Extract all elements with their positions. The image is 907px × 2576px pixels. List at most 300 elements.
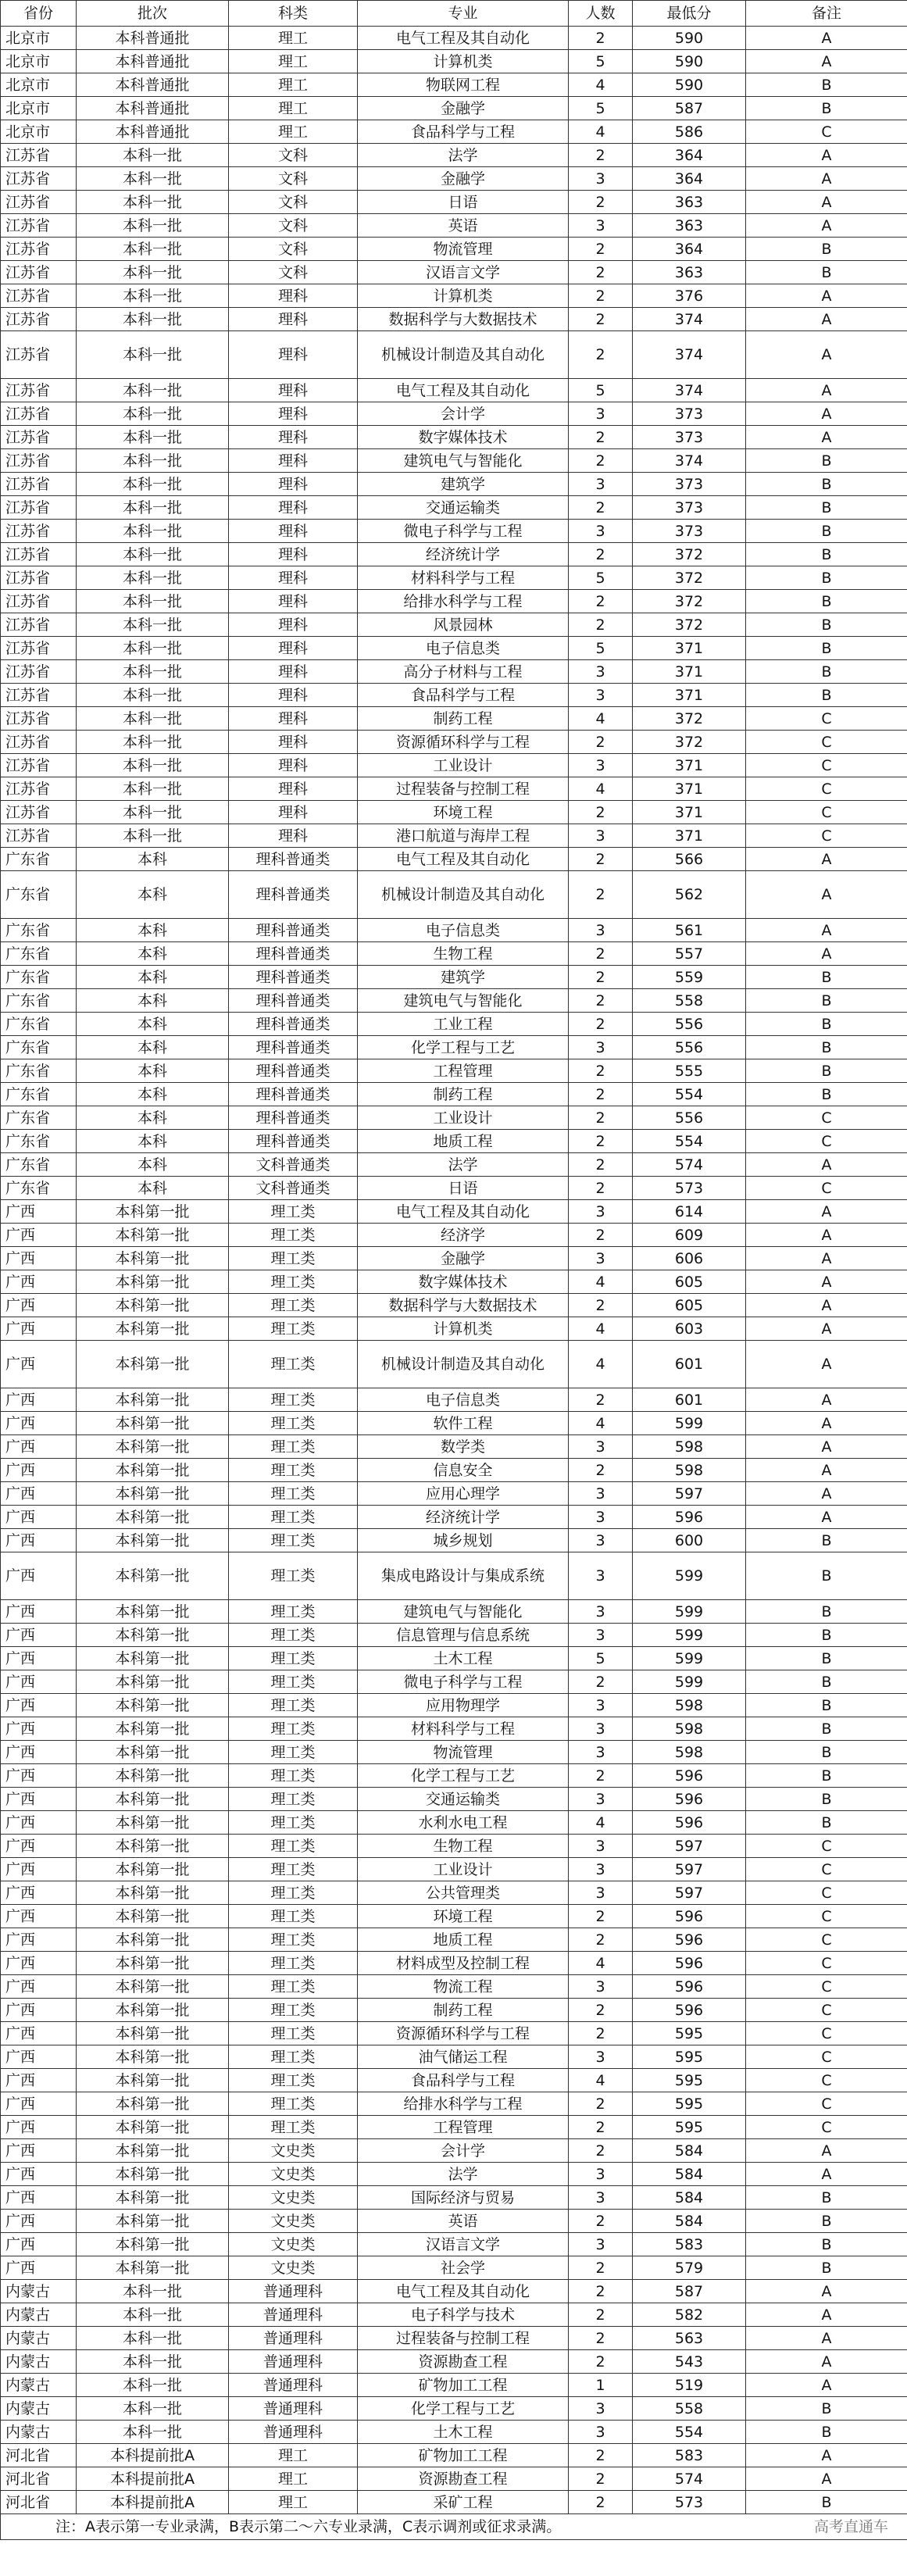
cell-batch: 本科一批 [77,2327,229,2350]
cell-min-score: 595 [633,2092,746,2116]
cell-count: 2 [569,1905,633,1928]
cell-min-score: 599 [633,1552,746,1600]
table-row [1,1130,907,1153]
cell-min-score: 587 [633,97,746,120]
cell-category: 理工类 [229,1388,358,1412]
cell-province: 北京市 [1,27,77,50]
cell-major: 计算机类 [358,50,569,73]
cell-major: 机械设计制造及其自动化 [358,871,569,919]
cell-min-score: 376 [633,284,746,308]
table-row [1,144,907,167]
cell-category: 文科 [229,144,358,167]
cell-batch: 本科第一批 [77,1624,229,1647]
cell-province: 广东省 [1,848,77,871]
cell-remark: A [746,50,907,73]
cell-province: 内蒙古 [1,2303,77,2327]
cell-remark: B [746,660,907,684]
cell-category: 理工类 [229,1717,358,1741]
cell-remark: B [746,1013,907,1036]
table-row [1,2421,907,2444]
table-row [1,566,907,590]
table-row [1,2467,907,2491]
cell-count: 2 [569,871,633,919]
cell-count: 2 [569,1764,633,1788]
cell-batch: 本科第一批 [77,2022,229,2045]
cell-batch: 本科第一批 [77,2186,229,2210]
cell-category: 文史类 [229,2256,358,2280]
cell-count: 5 [569,566,633,590]
cell-remark: B [746,2233,907,2256]
cell-min-score: 599 [633,1647,746,1670]
cell-category: 理工 [229,73,358,97]
table-row [1,1388,907,1412]
cell-category: 理工类 [229,1294,358,1317]
cell-province: 河北省 [1,2491,77,2514]
cell-min-score: 559 [633,966,746,989]
cell-major: 食品科学与工程 [358,684,569,707]
cell-min-score: 373 [633,520,746,543]
cell-major: 软件工程 [358,1412,569,1435]
cell-category: 文科普通类 [229,1177,358,1200]
cell-major: 物流管理 [358,1741,569,1764]
cell-min-score: 371 [633,684,746,707]
cell-remark: A [746,1482,907,1506]
cell-count: 3 [569,1624,633,1647]
cell-category: 理工类 [229,1811,358,1835]
cell-category: 文科 [229,261,358,284]
cell-count: 4 [569,2069,633,2092]
cell-province: 江苏省 [1,284,77,308]
cell-category: 理科 [229,449,358,473]
cell-major: 化学工程与工艺 [358,1764,569,1788]
cell-remark: B [746,543,907,566]
cell-batch: 本科一批 [77,824,229,848]
cell-category: 理科 [229,379,358,402]
cell-min-score: 595 [633,2022,746,2045]
cell-batch: 本科第一批 [77,2069,229,2092]
cell-province: 广西 [1,1459,77,1482]
cell-min-score: 363 [633,214,746,238]
cell-min-score: 371 [633,660,746,684]
cell-category: 理科普通类 [229,989,358,1013]
cell-min-score: 596 [633,1788,746,1811]
cell-min-score: 584 [633,2139,746,2163]
cell-province: 江苏省 [1,684,77,707]
cell-remark: B [746,1811,907,1835]
cell-major: 集成电路设计与集成系统 [358,1552,569,1600]
cell-major: 风景园林 [358,613,569,637]
cell-count: 3 [569,1600,633,1624]
cell-remark: A [746,2303,907,2327]
table-row [1,684,907,707]
cell-count: 2 [569,590,633,613]
cell-count: 2 [569,613,633,637]
cell-major: 交通运输类 [358,1788,569,1811]
cell-remark: C [746,1177,907,1200]
cell-batch: 本科第一批 [77,2116,229,2139]
cell-batch: 本科一批 [77,167,229,191]
cell-province: 江苏省 [1,402,77,426]
cell-category: 理工类 [229,2092,358,2116]
cell-major: 电气工程及其自动化 [358,379,569,402]
cell-province: 北京市 [1,73,77,97]
cell-count: 2 [569,2327,633,2350]
cell-count: 4 [569,1811,633,1835]
watermark-text: 高考直通车 [813,2518,888,2535]
table-row [1,27,907,50]
cell-major: 化学工程与工艺 [358,2397,569,2421]
cell-province: 广东省 [1,1153,77,1177]
cell-major: 机械设计制造及其自动化 [358,1341,569,1388]
cell-province: 江苏省 [1,520,77,543]
cell-major: 微电子科学与工程 [358,520,569,543]
cell-min-score: 596 [633,1506,746,1529]
cell-batch: 本科第一批 [77,1435,229,1459]
cell-count: 3 [569,402,633,426]
cell-major: 计算机类 [358,284,569,308]
cell-category: 理工 [229,2467,358,2491]
cell-min-score: 584 [633,2210,746,2233]
cell-province: 江苏省 [1,167,77,191]
cell-batch: 本科 [77,966,229,989]
table-row [1,97,907,120]
cell-batch: 本科一批 [77,496,229,520]
table-row [1,284,907,308]
header-min-score: 最低分 [633,1,746,27]
cell-province: 广东省 [1,871,77,919]
cell-remark: A [746,402,907,426]
cell-remark: B [746,2491,907,2514]
table-row [1,167,907,191]
cell-count: 3 [569,473,633,496]
cell-count: 2 [569,238,633,261]
cell-category: 理科 [229,777,358,801]
cell-major: 资源勘查工程 [358,2350,569,2374]
cell-count: 5 [569,1647,633,1670]
cell-category: 普通理科 [229,2397,358,2421]
cell-batch: 本科第一批 [77,1858,229,1881]
cell-major: 法学 [358,1153,569,1177]
cell-major: 材料成型及控制工程 [358,1952,569,1975]
cell-batch: 本科提前批A [77,2444,229,2467]
cell-province: 内蒙古 [1,2280,77,2303]
cell-min-score: 601 [633,1388,746,1412]
cell-count: 2 [569,1177,633,1200]
cell-remark: B [746,520,907,543]
table-row [1,989,907,1013]
cell-remark: B [746,1788,907,1811]
cell-major: 数字媒体技术 [358,1270,569,1294]
cell-min-score: 372 [633,590,746,613]
cell-category: 理工类 [229,1529,358,1552]
cell-count: 3 [569,684,633,707]
cell-remark: B [746,1670,907,1694]
cell-count: 5 [569,379,633,402]
cell-category: 理工 [229,2491,358,2514]
cell-remark: A [746,1294,907,1317]
cell-count: 2 [569,848,633,871]
cell-remark: A [746,1247,907,1270]
cell-batch: 本科一批 [77,2303,229,2327]
cell-min-score: 600 [633,1529,746,1552]
cell-remark: B [746,238,907,261]
table-row [1,543,907,566]
cell-batch: 本科一批 [77,2350,229,2374]
cell-remark: A [746,144,907,167]
cell-remark: A [746,2374,907,2397]
cell-province: 江苏省 [1,660,77,684]
cell-remark: B [746,684,907,707]
cell-province: 广东省 [1,1036,77,1059]
cell-province: 江苏省 [1,331,77,379]
cell-province: 广西 [1,1952,77,1975]
cell-province: 江苏省 [1,191,77,214]
cell-count: 3 [569,1552,633,1600]
cell-remark: C [746,1975,907,1999]
cell-count: 2 [569,1130,633,1153]
cell-min-score: 573 [633,1177,746,1200]
cell-batch: 本科第一批 [77,2163,229,2186]
cell-min-score: 590 [633,27,746,50]
cell-count: 2 [569,1106,633,1130]
cell-batch: 本科 [77,1177,229,1200]
cell-remark: A [746,1506,907,1529]
cell-count: 2 [569,2256,633,2280]
cell-count: 2 [569,731,633,754]
cell-batch: 本科一批 [77,214,229,238]
cell-province: 广西 [1,1717,77,1741]
cell-min-score: 606 [633,1247,746,1270]
cell-category: 理工类 [229,1200,358,1224]
cell-remark: C [746,1130,907,1153]
cell-category: 文史类 [229,2233,358,2256]
cell-count: 3 [569,1788,633,1811]
cell-remark: A [746,871,907,919]
cell-remark: C [746,2092,907,2116]
table-row [1,966,907,989]
cell-province: 广西 [1,2163,77,2186]
cell-major: 城乡规划 [358,1529,569,1552]
cell-major: 水利水电工程 [358,1811,569,1835]
cell-province: 江苏省 [1,801,77,824]
cell-major: 会计学 [358,2139,569,2163]
cell-category: 理科普通类 [229,919,358,942]
table-row [1,707,907,731]
cell-province: 广西 [1,1552,77,1600]
cell-province: 河北省 [1,2444,77,2467]
table-row [1,2186,907,2210]
cell-count: 1 [569,2374,633,2397]
cell-category: 理工类 [229,1552,358,1600]
cell-category: 理工类 [229,1858,358,1881]
cell-remark: B [746,73,907,97]
cell-count: 5 [569,97,633,120]
cell-province: 广西 [1,1270,77,1294]
cell-remark: C [746,2116,907,2139]
table-row [1,50,907,73]
cell-min-score: 371 [633,754,746,777]
cell-remark: C [746,1858,907,1881]
table-row [1,1764,907,1788]
cell-min-score: 364 [633,238,746,261]
cell-min-score: 609 [633,1224,746,1247]
cell-province: 广西 [1,1647,77,1670]
cell-count: 4 [569,120,633,144]
cell-batch: 本科第一批 [77,1388,229,1412]
cell-min-score: 583 [633,2233,746,2256]
cell-count: 2 [569,2467,633,2491]
table-row [1,1177,907,1200]
table-row [1,848,907,871]
cell-major: 生物工程 [358,942,569,966]
cell-batch: 本科第一批 [77,2092,229,2116]
table-row [1,2280,907,2303]
cell-remark: B [746,1717,907,1741]
cell-batch: 本科一批 [77,144,229,167]
cell-province: 广东省 [1,1130,77,1153]
cell-category: 普通理科 [229,2303,358,2327]
header-count: 人数 [569,1,633,27]
cell-major: 应用心理学 [358,1482,569,1506]
cell-min-score: 363 [633,191,746,214]
table-row [1,191,907,214]
cell-category: 理科 [229,824,358,848]
cell-remark: A [746,167,907,191]
cell-min-score: 595 [633,2045,746,2069]
cell-remark: C [746,1106,907,1130]
cell-province: 广西 [1,1741,77,1764]
cell-batch: 本科一批 [77,707,229,731]
cell-batch: 本科第一批 [77,1529,229,1552]
cell-batch: 本科第一批 [77,1200,229,1224]
cell-min-score: 371 [633,824,746,848]
cell-count: 3 [569,1694,633,1717]
table-row [1,1788,907,1811]
cell-remark: B [746,1059,907,1083]
cell-remark: B [746,966,907,989]
cell-min-score: 373 [633,402,746,426]
cell-major: 生物工程 [358,1835,569,1858]
cell-major: 环境工程 [358,1905,569,1928]
cell-batch: 本科第一批 [77,1952,229,1975]
cell-batch: 本科第一批 [77,1224,229,1247]
cell-province: 广东省 [1,919,77,942]
cell-province: 广西 [1,1835,77,1858]
cell-province: 江苏省 [1,707,77,731]
cell-province: 广西 [1,1999,77,2022]
cell-category: 理工 [229,120,358,144]
cell-major: 工程管理 [358,1059,569,1083]
cell-count: 4 [569,1412,633,1435]
cell-major: 数字媒体技术 [358,426,569,449]
cell-province: 广东省 [1,989,77,1013]
cell-major: 建筑学 [358,966,569,989]
cell-count: 2 [569,496,633,520]
cell-count: 2 [569,966,633,989]
cell-remark: B [746,590,907,613]
cell-category: 理工类 [229,1741,358,1764]
cell-category: 文史类 [229,2139,358,2163]
cell-min-score: 373 [633,426,746,449]
note-cell [1,2514,907,2540]
cell-batch: 本科一批 [77,2280,229,2303]
cell-min-score: 587 [633,2280,746,2303]
table-row [1,402,907,426]
table-row [1,1013,907,1036]
cell-major: 油气储运工程 [358,2045,569,2069]
cell-province: 江苏省 [1,824,77,848]
cell-major: 交通运输类 [358,496,569,520]
cell-remark: B [746,2397,907,2421]
cell-major: 法学 [358,144,569,167]
cell-min-score: 614 [633,1200,746,1224]
cell-province: 广西 [1,2069,77,2092]
cell-major: 化学工程与工艺 [358,1036,569,1059]
cell-category: 理工 [229,27,358,50]
cell-batch: 本科第一批 [77,1459,229,1482]
cell-category: 理科普通类 [229,966,358,989]
cell-min-score: 555 [633,1059,746,1083]
cell-remark: B [746,473,907,496]
cell-major: 日语 [358,1177,569,1200]
cell-category: 理科普通类 [229,1013,358,1036]
cell-remark: A [746,308,907,331]
cell-batch: 本科第一批 [77,1694,229,1717]
table-row [1,496,907,520]
cell-category: 文史类 [229,2186,358,2210]
cell-major: 制药工程 [358,707,569,731]
table-row [1,1412,907,1435]
cell-major: 公共管理类 [358,1881,569,1905]
cell-province: 广东省 [1,1106,77,1130]
cell-major: 信息管理与信息系统 [358,1624,569,1647]
cell-min-score: 556 [633,1106,746,1130]
cell-remark: A [746,919,907,942]
cell-count: 2 [569,2210,633,2233]
cell-major: 经济统计学 [358,1506,569,1529]
cell-min-score: 557 [633,942,746,966]
cell-remark: B [746,1624,907,1647]
cell-batch: 本科普通批 [77,120,229,144]
cell-batch: 本科一批 [77,284,229,308]
cell-min-score: 372 [633,566,746,590]
table-body [1,27,907,2514]
cell-count: 3 [569,167,633,191]
cell-category: 理科 [229,284,358,308]
cell-province: 广西 [1,1811,77,1835]
cell-category: 理工类 [229,1506,358,1529]
cell-count: 2 [569,1083,633,1106]
cell-major: 食品科学与工程 [358,120,569,144]
cell-category: 理科 [229,331,358,379]
cell-count: 3 [569,1858,633,1881]
table-row [1,449,907,473]
cell-batch: 本科一批 [77,402,229,426]
cell-batch: 本科第一批 [77,1552,229,1600]
cell-category: 理科 [229,496,358,520]
cell-remark: B [746,2210,907,2233]
cell-province: 广西 [1,2210,77,2233]
cell-batch: 本科第一批 [77,1717,229,1741]
cell-province: 江苏省 [1,238,77,261]
table-row [1,1858,907,1881]
cell-province: 广西 [1,2139,77,2163]
cell-batch: 本科 [77,871,229,919]
cell-category: 理科普通类 [229,871,358,919]
cell-province: 北京市 [1,50,77,73]
table-row [1,731,907,754]
cell-major: 食品科学与工程 [358,2069,569,2092]
